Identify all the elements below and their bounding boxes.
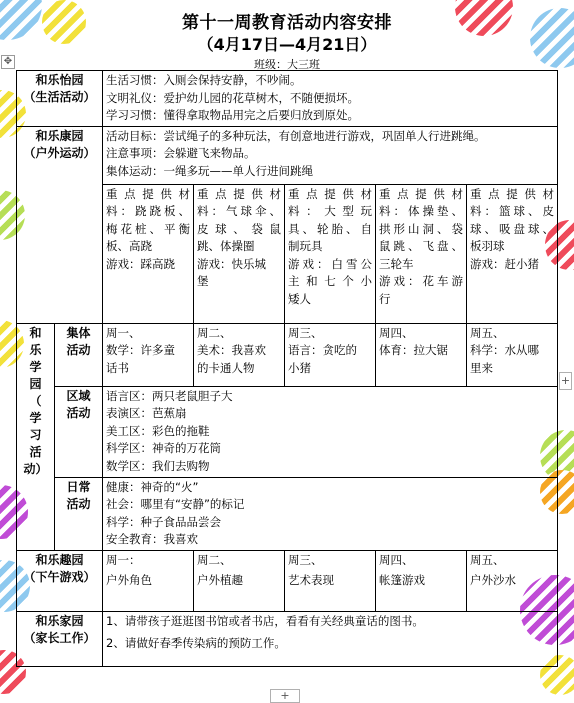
group-day-cell: 周五、 科学：水从哪 里来: [467, 323, 558, 386]
life-content: [103, 71, 558, 127]
fun-day-cell: 周一： 户外角色: [103, 550, 194, 611]
fun-day-cell: 周二、 户外植趣: [194, 550, 285, 611]
life-line: 文明礼仪：爱护幼儿园的花草树木，不随便损坏。: [106, 90, 360, 105]
station-cell: 重点提供材 料：体操垫、 拱形山洞、袋 鼠跳、飞盘、 三轮车 游戏：花车游 行: [376, 184, 467, 323]
home-line: 1、请带孩子逛逛图书馆或者书店，看看有关经典童话的图书。: [106, 613, 424, 628]
area-activity-row: [17, 386, 558, 477]
area-activity-label: 区域 活动: [55, 386, 103, 477]
area-line: 语言区：两只老鼠胆子大: [106, 388, 233, 403]
group-day-cell: 周三、 语言：贪吃的 小猪: [285, 323, 376, 386]
home-content: [103, 611, 558, 666]
group-day-cell: 周四、 体育：拉大锯: [376, 323, 467, 386]
fun-day-cell: 周三、 艺术表现: [285, 550, 376, 611]
station-cell: 重点提供材 料：篮球、皮 球、吸盘球、 板羽球 游戏：赶小猪: [467, 184, 558, 323]
move-handle-icon[interactable]: ✥: [1, 55, 15, 69]
health-line: 注意事项：会躲避飞来物品。: [106, 146, 256, 160]
daily-line: 科学：种子食品品尝会: [106, 514, 222, 529]
station-cell: 重点提供材 料：气球伞、 皮球、袋鼠 跳、体操圈 游戏：快乐城 堡: [194, 184, 285, 323]
area-activity-content: [103, 386, 558, 477]
fun-day-cell: 周五、 户外沙水: [467, 550, 558, 611]
group-day-cell: 周二、 美术：我喜欢 的卡通人物: [194, 323, 285, 386]
life-label: 和乐怡园 （生活活动）: [17, 71, 103, 127]
area-line: 美工区：彩色的拖鞋: [106, 423, 210, 438]
home-row: [17, 611, 558, 666]
home-label: 和乐家园 （家长工作）: [17, 611, 103, 666]
life-row: [17, 71, 558, 127]
health-line: 集体运动：一绳多玩——单人行进间跳绳: [106, 163, 314, 178]
schedule-table: [16, 70, 558, 667]
fun-row: [17, 550, 558, 611]
learning-label: 和 乐 学 园 （ 学 习 活 动）: [17, 323, 55, 550]
page-title: 第十一周教育活动内容安排: [182, 13, 392, 33]
fun-day-cell: 周四、 帐篷游戏: [376, 550, 467, 611]
plus-icon[interactable]: +: [559, 372, 572, 390]
plus-icon[interactable]: +: [270, 689, 300, 703]
daily-line: 安全教育：我喜欢: [106, 532, 199, 546]
group-activity-label: 集体 活动: [55, 323, 103, 386]
daily-activity-row: [17, 477, 558, 550]
fun-label: 和乐趣园 （下午游戏）: [17, 550, 103, 611]
daily-line: 健康：神奇的“火”: [106, 479, 199, 494]
home-line: 2、请做好春季传染病的预防工作。: [106, 636, 286, 650]
daily-line: 社会：哪里有“安静”的标记: [106, 497, 245, 511]
group-activity-row: [17, 323, 558, 386]
health-intro-row: [17, 126, 558, 184]
station-cell: 重点提供材 料：跷跷板、 梅花桩、平衡 板、高跷 游戏：踩高跷: [103, 184, 194, 323]
area-line: 表演区：芭蕉扇: [106, 406, 187, 420]
daily-activity-content: [103, 477, 558, 550]
class-line: 班级：大三班: [254, 58, 320, 71]
daily-activity-label: 日常 活动: [55, 477, 103, 550]
area-line: 科学区：神奇的万花筒: [106, 441, 222, 455]
life-line: 生活习惯：入厕会保持安静，不吵闹。: [106, 73, 302, 87]
health-label: 和乐康园 （户外运动）: [17, 126, 103, 323]
group-day-cell: 周一、 数学：许多童 话书: [103, 323, 194, 386]
date-range: （4月17日—4月21日）: [197, 35, 377, 54]
health-line: 活动目标：尝试绳子的多种玩法，有创意地进行游戏，巩固单人行进跳绳。: [106, 128, 486, 143]
station-cell: 重点提供材 料：大型玩 具、轮胎、自 制玩具 游戏：白雪公 主和七个小 矮人: [285, 184, 376, 323]
health-intro: [103, 126, 558, 184]
area-line: 数学区：我们去购物: [106, 458, 210, 473]
life-line: 学习习惯：懂得拿取物品用完之后要归放到原处。: [106, 108, 360, 122]
